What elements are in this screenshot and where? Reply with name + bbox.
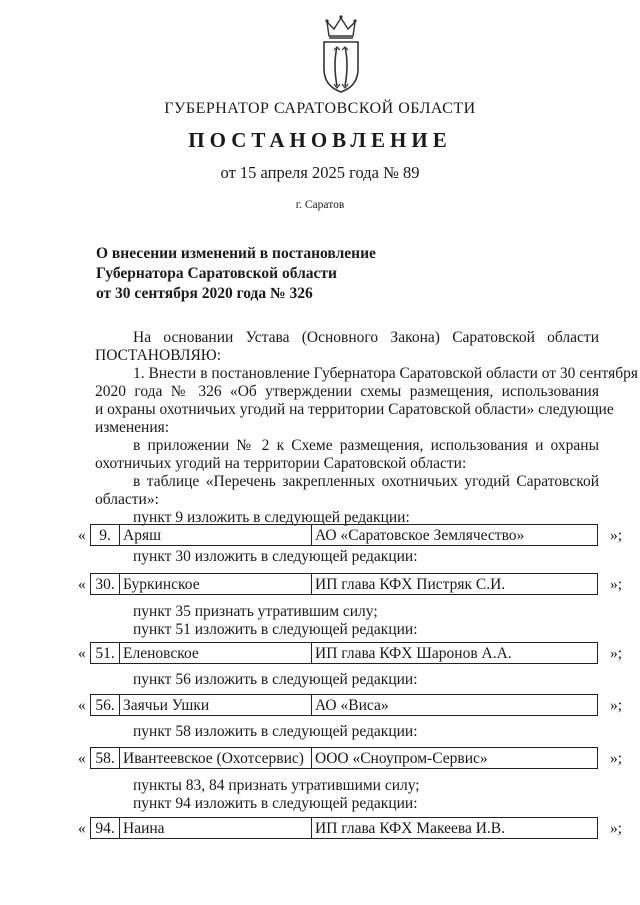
table-row [78, 694, 622, 717]
instruction-point-30: пункт 30 изложить в следующей редакции: [133, 548, 418, 565]
hunting-ground-name: Ивантеевское (Охотсервис) [120, 748, 312, 769]
row-number: 30. [91, 574, 120, 595]
quote-close: »; [609, 576, 622, 593]
instruction-points-83-84: пункты 83, 84 признать утратившими силу; [133, 777, 420, 794]
quote-close: »; [609, 527, 622, 544]
holder-name: АО «Саратовское Землячество» [312, 525, 598, 546]
quote-open: « [78, 645, 86, 662]
table-row [78, 524, 622, 547]
document-city: г. Саратов [295, 199, 345, 211]
item-1-text: 2020 года № 326 «Об утверждении схемы размещения, использования [95, 383, 599, 400]
row-number: 56. [91, 695, 120, 716]
quote-close: »; [609, 697, 622, 714]
row-number: 58. [91, 748, 120, 769]
quote-open: « [78, 820, 86, 837]
coat-of-arms-icon [316, 14, 366, 94]
row-number: 51. [91, 643, 120, 664]
instruction-point-94: пункт 94 изложить в следующей редакции: [133, 795, 418, 812]
item-1-text: и охраны охотничьих угодий на территории Саратовской области» следующие [95, 401, 614, 418]
holder-name: ИП глава КФХ Шаронов А.А. [312, 643, 598, 664]
hunting-ground-name: Аряш [120, 525, 312, 546]
document-title [96, 244, 376, 304]
table-row [78, 642, 622, 665]
table-ref-text: в таблице «Перечень закрепленных охотничьих угодий Саратовской [133, 473, 599, 490]
item-1-text: 1. Внести в постановление Губернатора Саратовской области от 30 сентября [133, 365, 639, 382]
hunting-ground-name: Еленовское [120, 643, 312, 664]
holder-name: ИП глава КФХ Макеева И.В. [312, 818, 598, 839]
instruction-point-9: пункт 9 изложить в следующей редакции: [133, 509, 410, 526]
title-line: О внесении изменений в постановление [96, 245, 376, 262]
quote-open: « [78, 576, 86, 593]
holder-name: АО «Виса» [312, 695, 598, 716]
quote-open: « [78, 750, 86, 767]
issuing-authority: ГУБЕРНАТОР САРАТОВСКОЙ ОБЛАСТИ [164, 100, 476, 117]
annex-text: охотничьих угодий на территории Саратовской области: [95, 455, 467, 472]
hunting-ground-name: Буркинское [120, 574, 312, 595]
annex-text: в приложении № 2 к Схеме размещения, использования и охраны [133, 437, 599, 454]
title-line: от 30 сентября 2020 года № 326 [96, 285, 313, 302]
holder-name: ООО «Сноупром-Сервис» [312, 748, 598, 769]
quote-close: »; [609, 645, 622, 662]
hunting-ground-name: Заячьи Ушки [120, 695, 312, 716]
table-row [78, 573, 622, 596]
hunting-ground-name: Наина [120, 818, 312, 839]
row-number: 94. [91, 818, 120, 839]
item-1-text: изменения: [95, 419, 170, 436]
table-row [78, 747, 622, 770]
instruction-point-58: пункт 58 изложить в следующей редакции: [133, 723, 418, 740]
basis-text: На основании Устава (Основного Закона) Саратовской области [133, 329, 599, 346]
table-ref-text: области»: [95, 491, 159, 508]
quote-open: « [78, 527, 86, 544]
document-type: ПОСТАНОВЛЕНИЕ [188, 128, 452, 152]
quote-close: »; [609, 820, 622, 837]
quote-open: « [78, 697, 86, 714]
title-line: Губернатора Саратовской области [96, 265, 337, 282]
instruction-point-51: пункт 51 изложить в следующей редакции: [133, 621, 418, 638]
decree-word: ПОСТАНОВЛЯЮ: [95, 347, 222, 364]
row-number: 9. [91, 525, 120, 546]
document-date-number: от 15 апреля 2025 года № 89 [220, 163, 420, 182]
instruction-point-35: пункт 35 признать утратившим силу; [133, 603, 378, 620]
table-row [78, 817, 622, 840]
holder-name: ИП глава КФХ Пистряк С.И. [312, 574, 598, 595]
instruction-point-56: пункт 56 изложить в следующей редакции: [133, 671, 418, 688]
quote-close: »; [609, 750, 622, 767]
